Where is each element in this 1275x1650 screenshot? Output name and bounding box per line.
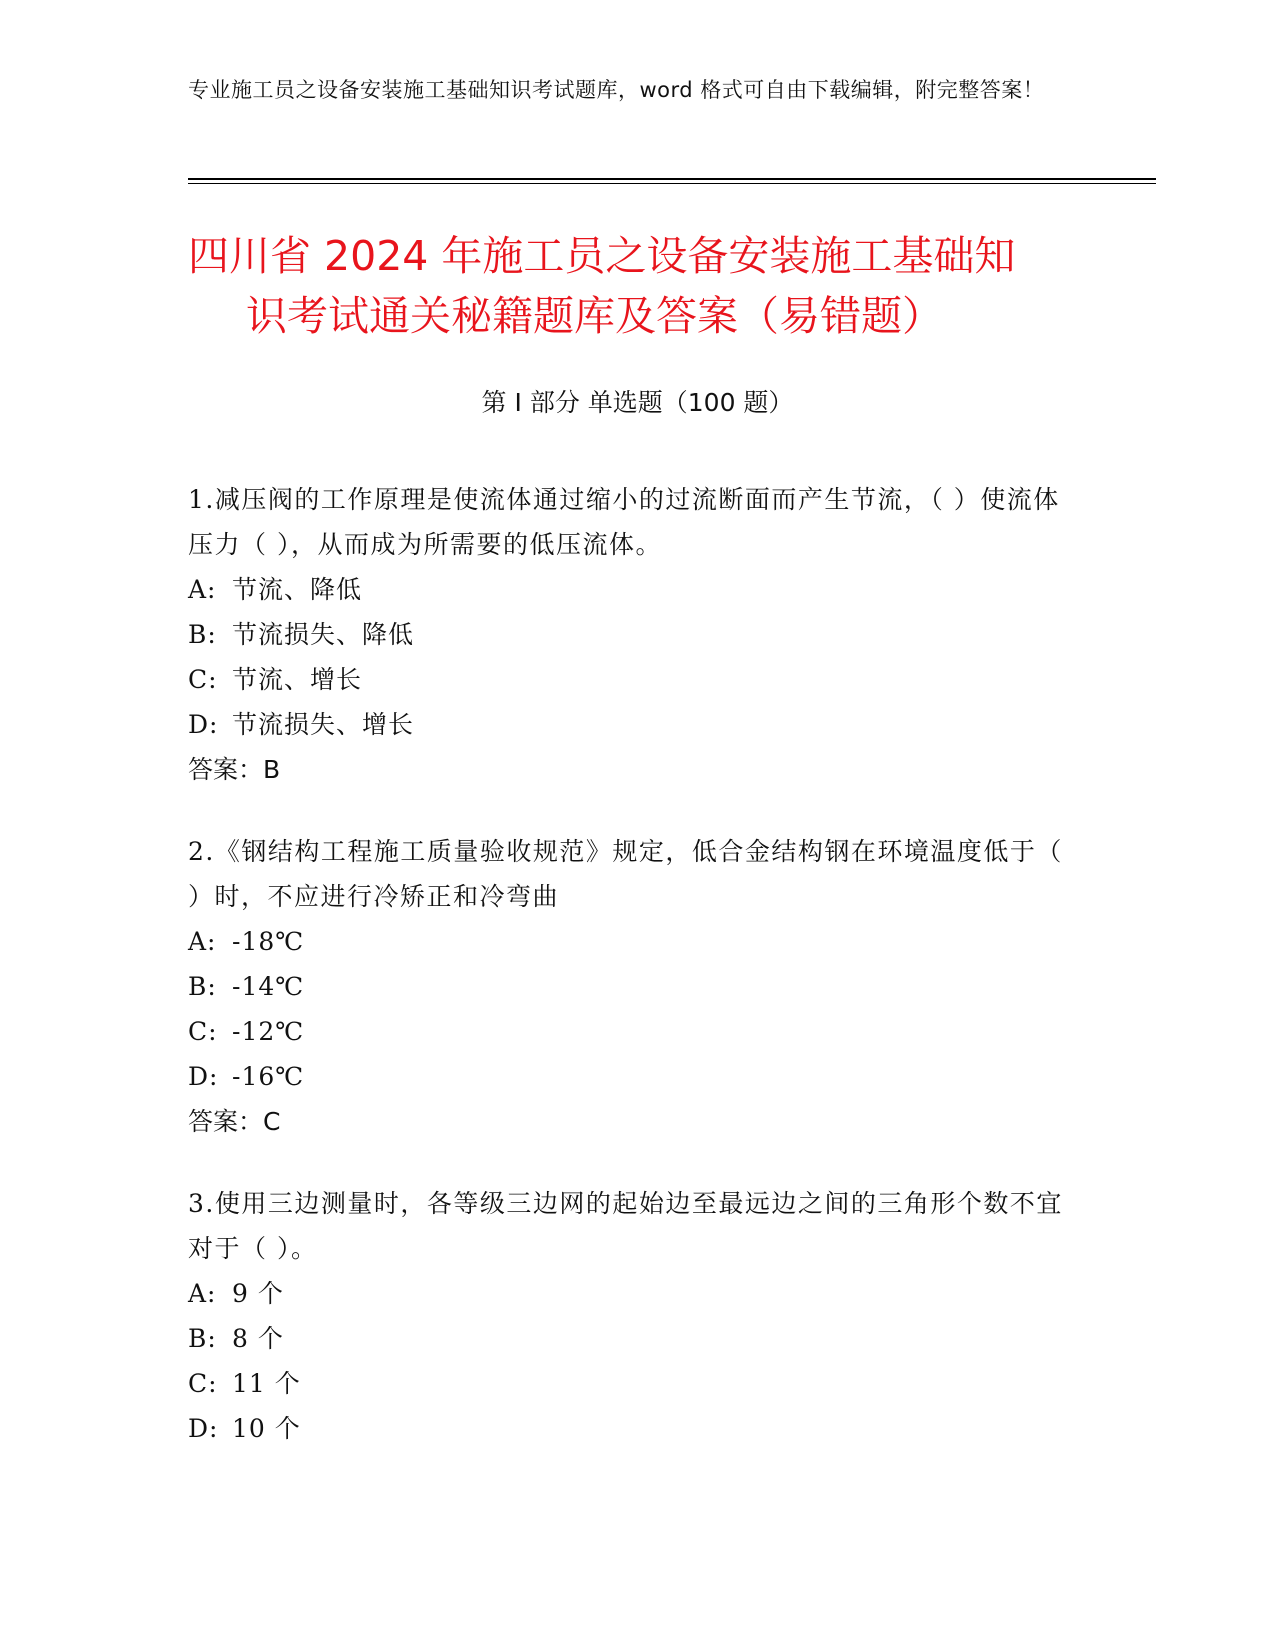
question-stem: 2.《钢结构工程施工质量验收规范》规定，低合金结构钢在环境温度低于（ ）时，不应进行冷矫正和冷弯曲: [188, 837, 1063, 911]
question-stem: 1.减压阀的工作原理是使流体通过缩小的过流断面而产生节流，（ ）使流体压力（ ），从而成为所需要的低压流体。: [188, 485, 1060, 559]
option-letter: D:: [188, 1414, 219, 1443]
option-letter: A:: [188, 927, 217, 956]
option-d: [188, 702, 1068, 747]
option-a: [188, 1271, 1068, 1316]
option-letter: C:: [188, 1017, 218, 1046]
option-text: 9 个: [232, 1279, 284, 1308]
option-letter: A:: [188, 575, 217, 604]
option-a: [188, 919, 1068, 964]
option-text: -18℃: [232, 927, 305, 956]
option-text: 11 个: [232, 1369, 301, 1398]
answer-line: 答案：C: [188, 1107, 281, 1136]
option-c: [188, 1361, 1068, 1406]
header-divider-thin: [188, 183, 1156, 184]
option-text: 节流损失、降低: [232, 620, 415, 649]
option-letter: B:: [188, 620, 217, 649]
option-text: 8 个: [232, 1324, 284, 1353]
document-title-line2: 识考试通关秘籍题库及答案（易错题）: [246, 292, 943, 340]
option-text: 节流、降低: [232, 575, 363, 604]
option-d: [188, 1406, 1068, 1451]
option-d: [188, 1054, 1068, 1099]
answer-line: 答案：B: [188, 755, 281, 784]
section-heading: 第 I 部分 单选题（100 题）: [481, 388, 794, 417]
question-1: [188, 477, 1068, 792]
option-b: [188, 612, 1068, 657]
option-text: 节流、增长: [232, 665, 363, 694]
document-title-line1: 四川省 2024 年施工员之设备安装施工基础知: [188, 232, 1016, 280]
header-note: 专业施工员之设备安装施工基础知识考试题库，word 格式可自由下载编辑，附完整答案！: [188, 78, 1045, 102]
option-text: -14℃: [232, 972, 305, 1001]
option-a: [188, 567, 1068, 612]
option-text: -12℃: [232, 1017, 305, 1046]
option-b: [188, 1316, 1068, 1361]
option-b: [188, 964, 1068, 1009]
option-letter: A:: [188, 1279, 217, 1308]
option-letter: D:: [188, 710, 219, 739]
option-letter: C:: [188, 665, 218, 694]
option-letter: B:: [188, 1324, 217, 1353]
document-title: [188, 226, 1088, 346]
question-stem: 3.使用三边测量时，各等级三边网的起始边至最远边之间的三角形个数不宜对于（ ）。: [188, 1189, 1063, 1263]
option-letter: C:: [188, 1369, 218, 1398]
option-text: 10 个: [232, 1414, 301, 1443]
question-3: [188, 1181, 1068, 1451]
question-2: [188, 829, 1068, 1144]
option-letter: B:: [188, 972, 217, 1001]
option-text: 节流损失、增长: [232, 710, 415, 739]
option-letter: D:: [188, 1062, 219, 1091]
header-divider-thick: [188, 178, 1156, 180]
option-c: [188, 657, 1068, 702]
option-text: -16℃: [232, 1062, 305, 1091]
option-c: [188, 1009, 1068, 1054]
question-list: [188, 477, 1068, 1488]
